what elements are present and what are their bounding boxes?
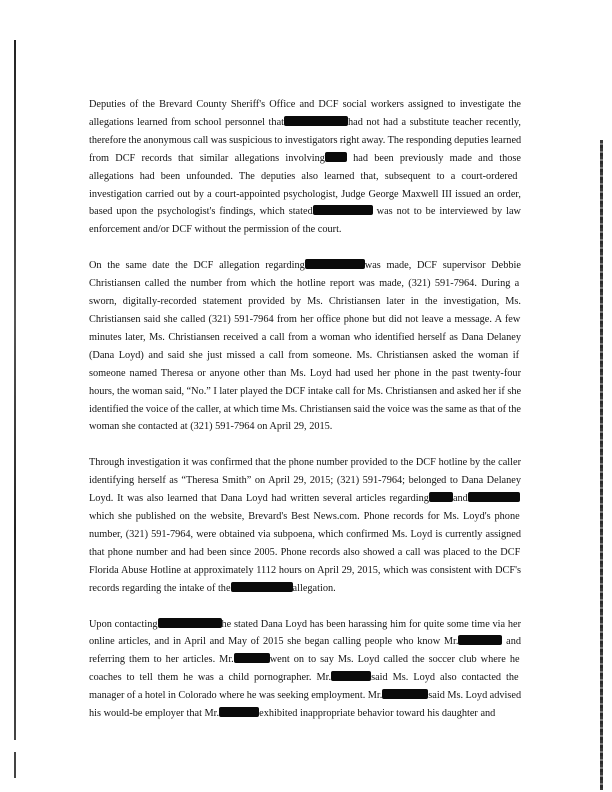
- text-line: [89, 651, 521, 669]
- redaction-bar: [305, 259, 365, 269]
- redaction-bar: [219, 707, 259, 717]
- text-segment: Through investigation it was confirmed that the phone number provided to the DCF hotline by the caller: [89, 457, 521, 469]
- text-line: [89, 329, 521, 347]
- text-segment: Loyd. It was also learned that Dana Loyd had written several articles regarding: [89, 493, 429, 505]
- text-segment: (Dana Loyd) and said she just missed a call from someone. Ms. Christiansen asked the woman if: [89, 349, 520, 361]
- redaction-bar: [331, 671, 371, 681]
- document-body: [89, 96, 521, 741]
- text-segment: had been previously made and those: [346, 152, 521, 164]
- redaction-bar: [325, 152, 347, 162]
- text-segment: which she published on the website, Brevard's Best News.com. Phone records for Ms. Loyd's phone: [89, 511, 520, 523]
- text-segment: went on to say Ms. Loyd called the soccer club where he: [269, 654, 520, 666]
- text-segment: was made, DCF supervisor Debbie: [364, 260, 521, 272]
- text-line: [89, 490, 521, 508]
- text-segment: exhibited inappropriate behavior toward his daughter and: [259, 708, 496, 720]
- text-segment: allegation.: [292, 582, 336, 594]
- scan-edge-left-mark: [14, 752, 16, 778]
- text-segment: woman she contacted at (321) 591-7964 on April 29, 2015.: [89, 421, 333, 433]
- text-segment: someone named Theresa or anyone other than Ms. Loyd had used her phone in the past twenty-four: [89, 367, 521, 379]
- text-line: [89, 418, 521, 436]
- text-line: [89, 472, 521, 490]
- redaction-bar: [158, 618, 222, 628]
- text-line: [89, 508, 521, 526]
- text-line: [89, 186, 521, 204]
- text-line: [89, 669, 521, 687]
- paragraph: [89, 616, 521, 723]
- text-line: [89, 383, 521, 401]
- scan-edge-left: [14, 40, 16, 740]
- redaction-bar: [231, 582, 293, 592]
- text-segment: said Ms. Loyd also contacted the: [371, 672, 519, 684]
- text-line: [89, 275, 521, 293]
- text-line: [89, 168, 521, 186]
- text-line: [89, 347, 521, 365]
- text-segment: his would-be employer that Mr.: [89, 708, 220, 720]
- text-line: [89, 221, 521, 239]
- redaction-bar: [284, 116, 348, 126]
- text-segment: enforcement and/or DCF without the permission of the court.: [89, 224, 342, 236]
- text-segment: minutes later, Ms. Christiansen received a call from a woman who identified herself as Dana Delaney: [89, 331, 521, 343]
- text-segment: hours, the woman said, “No.” I later played the DCF intake call for Ms. Christiansen and asked her if she: [89, 385, 522, 397]
- paragraph: [89, 257, 521, 436]
- paragraph: [89, 96, 521, 239]
- text-segment: referring them to her articles. Mr.: [89, 654, 234, 666]
- redaction-bar: [429, 492, 453, 502]
- text-line: [89, 526, 521, 544]
- text-line: [89, 150, 521, 168]
- text-line: [89, 562, 521, 580]
- redaction-bar: [458, 635, 502, 645]
- text-segment: and: [452, 493, 468, 505]
- text-segment: Upon contacting: [89, 618, 158, 630]
- text-segment: identifying herself as “Theresa Smith” on April 29, 2015; (321) 591-7964; belonged to Dana Delaney: [89, 475, 521, 487]
- text-line: [89, 401, 521, 419]
- text-segment: allegations learned from school personnel that: [89, 116, 284, 128]
- text-segment: manager of a hotel in Colorado where he was seeking employment. Mr.: [89, 690, 383, 702]
- text-line: [89, 132, 521, 150]
- text-segment: sworn, digitally-recorded statement provided by Ms. Christiansen later in the investigation, Ms.: [89, 296, 521, 308]
- text-segment: Christiansen called the number from which the hotline report was made, (321) 591-7964. During a: [89, 278, 520, 290]
- text-segment: records regarding the intake of the: [89, 582, 231, 594]
- text-segment: Deputies of the Brevard County Sheriff's Office and DCF social workers assigned to investigate the: [89, 99, 521, 110]
- text-segment: Florida Abuse Hotline at approximately 1112 hours on April 29, 2015, which was consistent with DCF's: [89, 564, 521, 576]
- text-segment: Christiansen said she called (321) 591-7964 from her office phone but did not leave a message. A few: [89, 313, 521, 325]
- text-line: [89, 705, 521, 723]
- text-segment: investigation carried out by a court-appointed psychologist, Judge George Maxwell III issued an order,: [89, 188, 521, 200]
- text-segment: and: [502, 636, 522, 648]
- redaction-bar: [382, 689, 428, 699]
- redaction-bar: [234, 653, 270, 663]
- text-segment: was not to be interviewed by law: [372, 206, 521, 218]
- text-line: [89, 544, 521, 562]
- text-segment: from DCF records that similar allegations involving: [89, 152, 325, 164]
- text-segment: number, (321) 591-7964, were obtained via subpoena, which confirmed Ms. Loyd is currently assigned: [89, 528, 521, 540]
- text-segment: he stated Dana Loyd has been harassing him for quite some time via her: [221, 618, 522, 630]
- text-line: [89, 616, 521, 634]
- text-line: [89, 580, 521, 598]
- text-segment: On the same date the DCF allegation regarding: [89, 260, 305, 272]
- scan-edge-right: [600, 140, 603, 790]
- text-line: [89, 365, 521, 383]
- text-line: [89, 114, 521, 132]
- text-line: [89, 311, 521, 329]
- text-segment: based upon the psychologist's findings, which stated: [89, 206, 313, 218]
- text-line: [89, 633, 521, 651]
- text-line: [89, 257, 521, 275]
- text-line: [89, 96, 521, 114]
- text-segment: identified the voice of the caller, at which time Ms. Christiansen said the voice was the same as that of the: [89, 403, 521, 415]
- text-line: [89, 454, 521, 472]
- text-segment: therefore the anonymous call was suspicious to investigators right away. The responding deputies learned: [89, 134, 522, 146]
- text-line: [89, 203, 521, 221]
- redaction-bar: [468, 492, 520, 502]
- text-segment: coaches to tell them he was a child pornographer. Mr.: [89, 672, 332, 684]
- text-segment: said Ms. Loyd advised: [428, 690, 522, 702]
- text-segment: had not had a substitute teacher recently,: [348, 116, 521, 128]
- paragraph: [89, 454, 521, 597]
- text-segment: that phone number and had been since 2005. Phone records also showed a call was placed to the DCF: [89, 546, 521, 558]
- text-segment: online articles, and in April and May of 2015 she began calling people who know Mr.: [89, 636, 459, 648]
- redaction-bar: [313, 205, 373, 215]
- text-line: [89, 293, 521, 311]
- text-segment: allegations had been unfounded. The deputies also learned that, subsequent to a court-ordered: [89, 170, 518, 182]
- text-line: [89, 687, 521, 705]
